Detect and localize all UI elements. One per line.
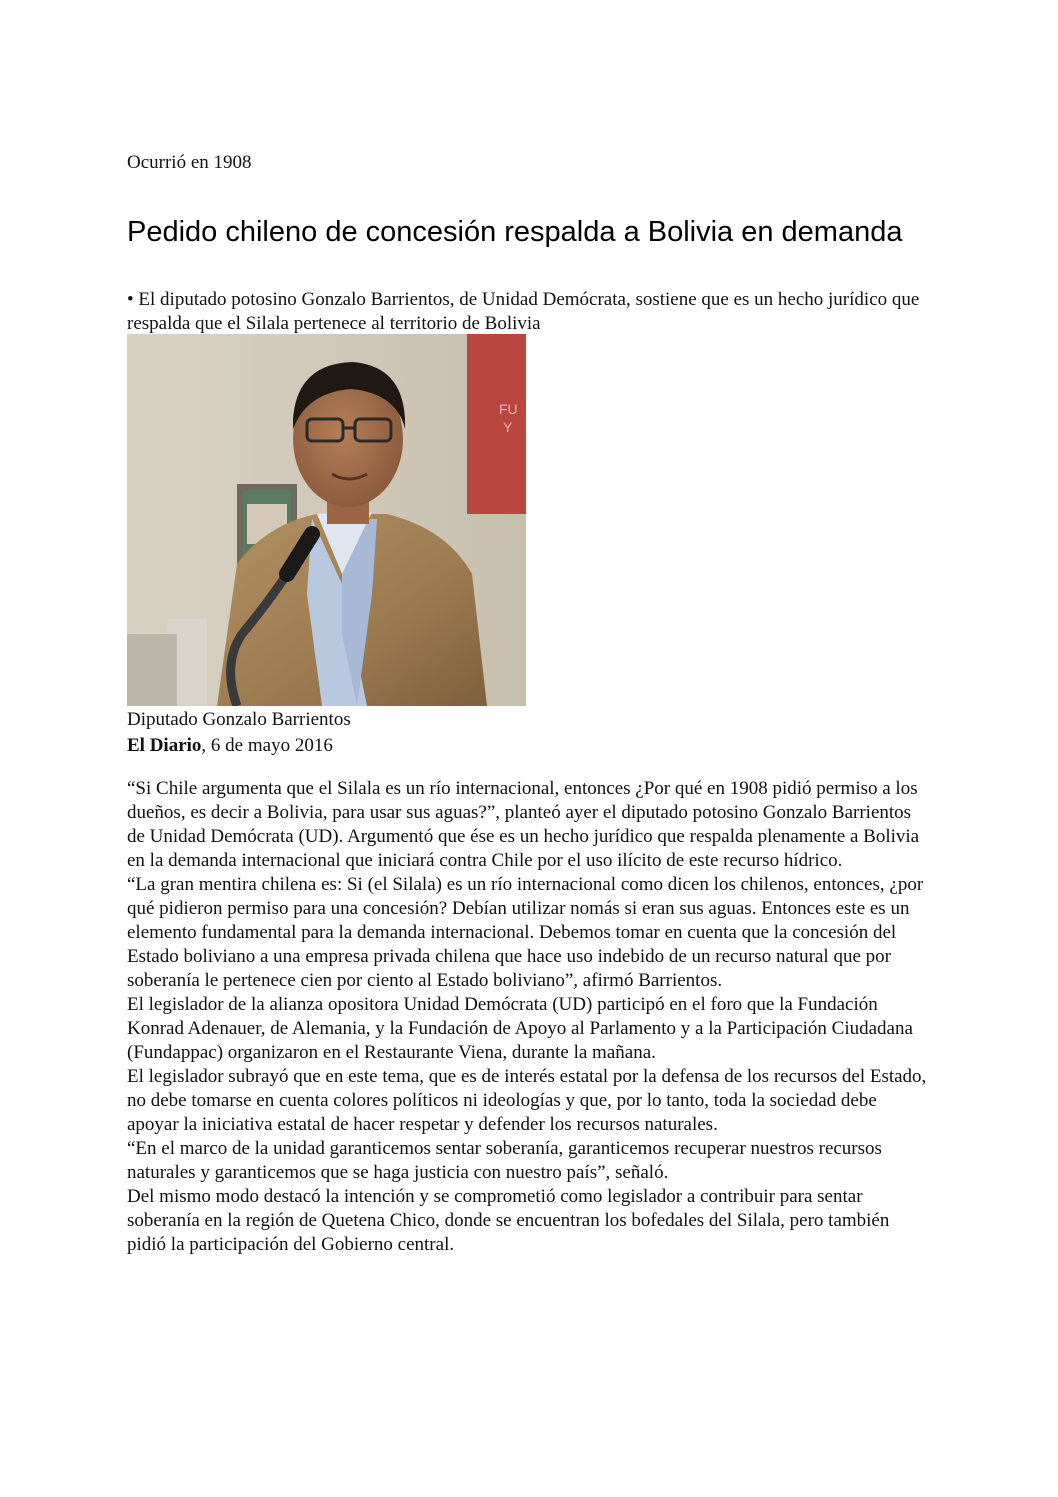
banner-text-1: FU xyxy=(499,401,518,417)
headline: Pedido chileno de concesión respalda a Bolivia en demanda xyxy=(127,216,903,248)
article-body xyxy=(127,777,927,1257)
photo-caption: Diputado Gonzalo Barrientos xyxy=(127,709,351,730)
paragraph: “En el marco de la unidad garanticemos sentar soberanía, garanticemos recuperar nuestros recursos naturales y garanticemos que se haga justicia con nuestro país”, señaló. xyxy=(127,1138,882,1183)
paragraph: El legislador subrayó que en este tema, que es de interés estatal por la defensa de los recursos del Estado, no debe tomarse en cuenta colores políticos ni ideologías y que, por lo tanto, toda la sociedad debe apoyar la iniciativa estatal de hacer respetar y defender los recursos naturales. xyxy=(127,1066,927,1135)
kicker: Ocurrió en 1908 xyxy=(127,152,252,173)
paragraph: El legislador de la alianza opositora Unidad Demócrata (UD) participó en el foro que la Fundación Konrad Adenauer, de Alemania, y la Fundación de Apoyo al Parlamento y a la Participación Ciudadana (Fundappac) organizaron en el Restaurante Viena, durante la mañana. xyxy=(127,994,913,1063)
summary: • El diputado potosino Gonzalo Barrientos, de Unidad Demócrata, sostiene que es un hecho jurídico que respalda que el Silala pertenece al territorio de Bolivia xyxy=(127,289,920,334)
paragraph: “La gran mentira chilena es: Si (el Silala) es un río internacional como dicen los chilenos, entonces, ¿por qué pidieron permiso para una concesión? Debían utilizar nomás si eran sus aguas. Entonces este es un elemento fundamental para la demanda internacional. Debemos tomar en cuenta que la concesión del Estado boliviano a una empresa privada chilena que hace uso indebido de un recurso natural que por soberanía le pertenece cien por ciento al Estado boliviano”, afirmó Barrientos. xyxy=(127,874,924,991)
source-line xyxy=(127,734,333,758)
banner-text-2: Y xyxy=(503,419,513,435)
paragraph: “Si Chile argumenta que el Silala es un río internacional, entonces ¿Por qué en 1908 pidió permiso a los dueños, es decir a Bolivia, para usar sus aguas?”, planteó ayer el diputado potosino Gonzalo Barrientos de Unidad Demócrata (UD). Argumentó que ése es un hecho jurídico que respalda plenamente a Bolivia en la demanda internacional que iniciará contra Chile por el uso ilícito de este recurso hídrico. xyxy=(127,778,920,871)
source-outlet: El Diario xyxy=(127,735,202,756)
source-date: , 6 de mayo 2016 xyxy=(201,735,333,756)
photo-illustration xyxy=(127,334,526,706)
article-photo xyxy=(127,334,526,706)
paragraph: Del mismo modo destacó la intención y se comprometió como legislador a contribuir para sentar soberanía en la región de Quetena Chico, donde se encuentran los bofedales del Silala, pero también pidió la participación del Gobierno central. xyxy=(127,1186,890,1255)
